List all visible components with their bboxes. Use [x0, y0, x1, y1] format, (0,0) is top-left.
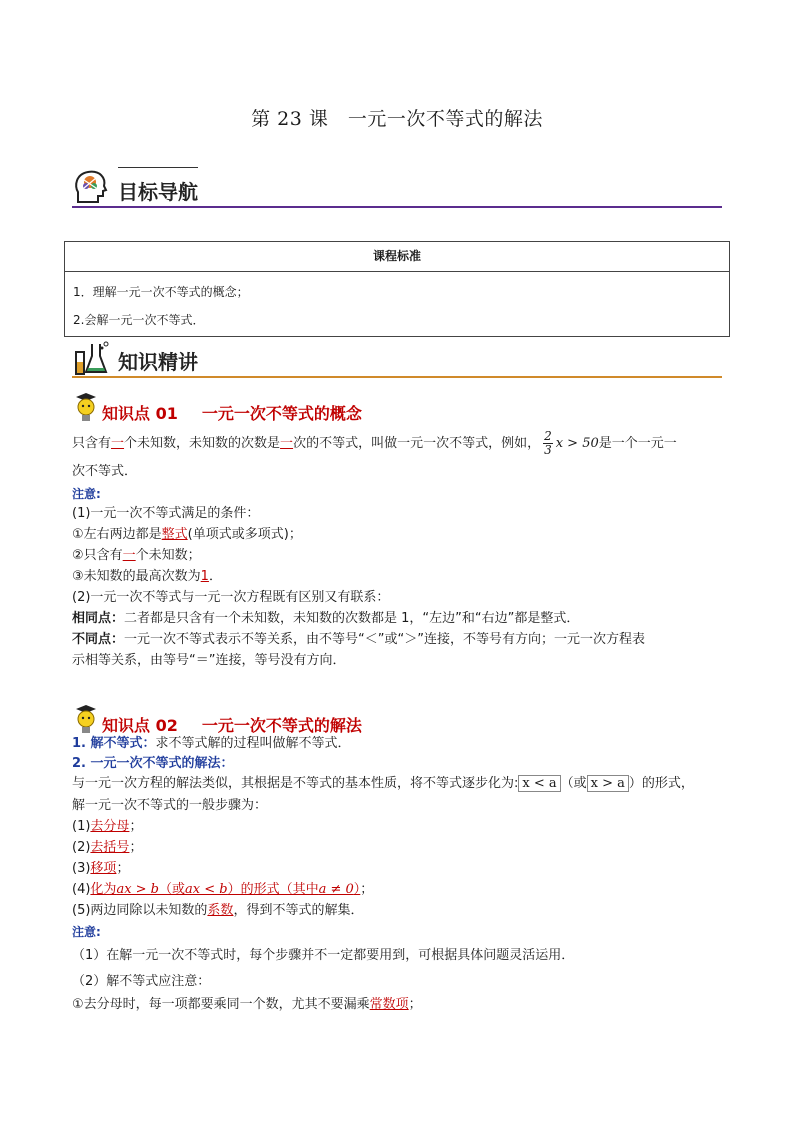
numerator: 2 [544, 429, 552, 443]
step-2 [72, 837, 732, 858]
fraction [543, 430, 553, 457]
head-brain-icon [72, 168, 112, 208]
diff-point [72, 629, 732, 650]
kp-title [102, 401, 386, 424]
step-4 [72, 879, 732, 900]
page-title: 第 23 课 一元一次不等式的解法 [251, 108, 543, 130]
lightbulb-graduate-icon [72, 703, 100, 737]
section-target-nav [72, 168, 722, 208]
section-label: 目标导航 [118, 180, 198, 204]
text: 与一元一次方程的解法类似，其根据是不等式的基本性质，将不等式逐步化为: [72, 776, 519, 791]
text: 化为 [90, 882, 117, 897]
step-5 [72, 900, 732, 921]
blank: 一 [122, 548, 136, 563]
text: (单项式或多项式)； [187, 527, 302, 542]
text: （或 [159, 882, 186, 897]
section-knowledge [72, 338, 722, 378]
denominator: 3 [544, 443, 552, 457]
math-expression: ax > b [116, 882, 159, 897]
label: 1. 解不等式： [72, 736, 156, 751]
boxed-expression: x < a [518, 775, 560, 792]
table-body [65, 272, 729, 336]
note-label: 注意: [72, 487, 101, 501]
math-expression: x > 50 [555, 436, 599, 451]
kp2-def-3 [72, 773, 732, 794]
text: ； [129, 840, 143, 855]
text: 是一个一元一 [598, 436, 677, 451]
note-line-2 [72, 524, 732, 545]
text: (3) [72, 861, 91, 876]
knowledge-point-1-header [72, 397, 722, 427]
blank [90, 882, 360, 897]
same-point [72, 608, 732, 629]
kp2-def-4: 解一元一次不等式的一般步骤为： [72, 798, 268, 813]
standard-item-1: 1．理解一元一次不等式的概念； [73, 285, 249, 299]
text: ）的形式（其中 [227, 882, 319, 897]
section-rule [72, 206, 722, 208]
text: ③未知数的最高次数为 [72, 569, 201, 584]
text: ． [208, 569, 222, 584]
text: 个未知数，未知数的次数是 [124, 436, 281, 451]
kp2-def-2: 2. 一元一次不等式的解法： [72, 756, 234, 771]
text: ②只含有 [72, 548, 123, 563]
boxed-expression: x > a [587, 775, 629, 792]
text: ； [116, 861, 130, 876]
label: 相同点： [72, 611, 125, 626]
text: 只含有 [72, 436, 112, 451]
note-label: 注意: [72, 925, 101, 939]
text: (2) [72, 840, 91, 855]
blank: 去括号 [90, 840, 130, 855]
step-1 [72, 816, 732, 837]
kp-name: 一元一次不等式的解法 [201, 716, 362, 735]
diff-point-cont: 示相等关系，由等号“＝”连接，等号没有方向． [72, 653, 346, 668]
blank: 一 [111, 436, 125, 451]
text: ）的形式， [628, 776, 694, 791]
text: ） [353, 882, 361, 897]
kp-number: 知识点 01 [102, 404, 178, 423]
step-3 [72, 858, 732, 879]
table-header: 课程标准 [65, 242, 729, 272]
label: 不同点： [72, 632, 125, 647]
text: ； [408, 997, 422, 1012]
text: (1) [72, 819, 91, 834]
blank: 系数 [207, 903, 234, 918]
curriculum-standards-table [64, 241, 730, 337]
text: ①去分母时，每一项都要乘同一个数，尤其不要漏乘 [72, 997, 370, 1012]
note-1: （1）在解一元一次不等式时，每个步骤并不一定都要用到，可根据具体问题灵活运用． [72, 948, 575, 963]
standard-item-2: 2.会解一元一次不等式． [73, 313, 205, 327]
note-line-5: (2)一元一次不等式与一元一次方程既有区别又有联系： [72, 590, 390, 605]
section-top-line [118, 167, 198, 168]
math-expression: ax < b [185, 882, 228, 897]
kp1-definition-cont: 次不等式． [72, 464, 138, 479]
blank: 移项 [90, 861, 117, 876]
text: (5)两边同除以未知数的 [72, 903, 208, 918]
kp-number: 知识点 02 [102, 716, 178, 735]
note-line-1: (1)一元一次不等式满足的条件： [72, 506, 260, 521]
text: (4) [72, 882, 91, 897]
text: ①左右两边都是 [72, 527, 162, 542]
note-3 [72, 994, 732, 1015]
lightbulb-graduate-icon [72, 391, 100, 425]
blank: 常数项 [369, 997, 409, 1012]
blank: 整式 [161, 527, 188, 542]
section-rule [72, 376, 722, 378]
text: ，得到不等式的解集． [233, 903, 364, 918]
kp1-definition [72, 430, 732, 457]
text: 一元一次不等式表示不等关系，由不等号“＜”或“＞”连接，不等号有方向；一元一次方程表 [124, 632, 645, 647]
kp2-def-1 [72, 733, 732, 754]
math-expression: a ≠ 0 [318, 882, 354, 897]
note-2: （2）解不等式应注意： [72, 974, 211, 989]
text: 求不等式解的过程叫做解不等式． [155, 736, 351, 751]
kp-name: 一元一次不等式的概念 [201, 404, 362, 423]
note-line-3 [72, 545, 732, 566]
blank: 1 [200, 569, 209, 584]
text: 次的不等式，叫做一元一次不等式，例如， [293, 436, 541, 451]
blank: 去分母 [90, 819, 130, 834]
text: （或 [560, 776, 587, 791]
text: 个未知数； [135, 548, 201, 563]
text: ； [129, 819, 143, 834]
note-line-4 [72, 566, 732, 587]
section-label: 知识精讲 [118, 350, 198, 374]
text: ； [360, 882, 374, 897]
blank: 一 [280, 436, 294, 451]
lab-flask-icon [72, 338, 112, 378]
text: 二者都是只含有一个未知数，未知数的次数都是 1，“左边”和“右边”都是整式． [124, 611, 580, 626]
